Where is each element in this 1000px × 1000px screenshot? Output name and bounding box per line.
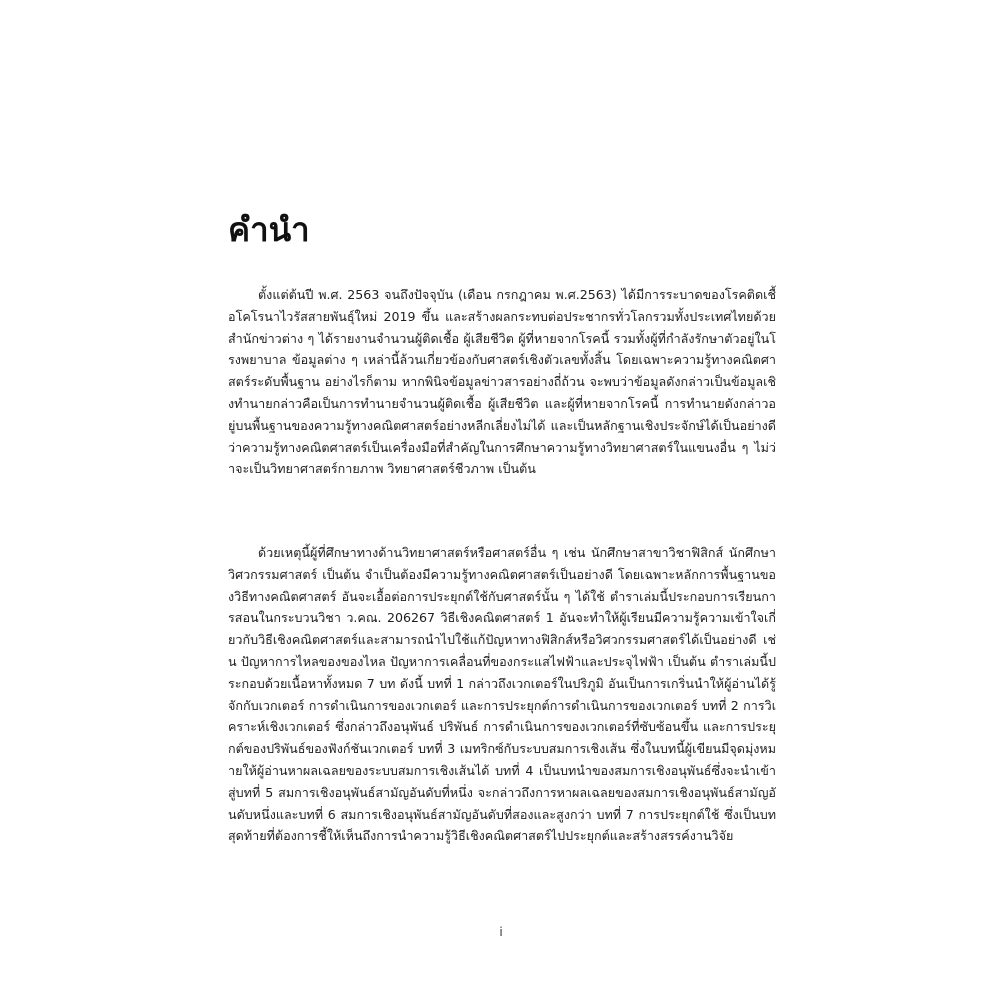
paragraph-1: ตั้งแต่ต้นปี พ.ศ. 2563 จนถึงปัจจุบัน (เดือน กรกฎาคม พ.ศ.2563) ได้มีการระบาดของโรคติดเชื้อโคโรนาไวรัสสายพันธุ์ใหม่ 2019 ขึ้น และสร้างผลกระทบต่อประชากรทั่วโลกรวมทั้งประเทศไทยด้วย สำนักข่าวต่าง ๆ ได้รายงานจำนวนผู้ติดเชื้อ ผู้เสียชีวิต ผู้ที่หายจากโรคนี้ รวมทั้งผู้ที่กำลังรักษาตัวอยู่ในโรงพยาบาล ข้อมูลต่าง ๆ เหล่านี้ล้วนเกี่ยวข้องกับศาสตร์เชิงตัวเลขทั้งสิ้น โดยเฉพาะความรู้ทางคณิตศาสตร์ระดับพื้นฐาน อย่างไรก็ตาม หากพินิจข้อมูลข่าวสารอย่างถี่ถ้วน จะพบว่าข้อมูลดังกล่าวเป็นข้อมูลเชิงทำนายกล่าวคือเป็นการทำนายจำนวนผู้ติดเชื้อ ผู้เสียชีวิต และผู้ที่หายจากโรคนี้ การทำนายดังกล่าวอยู่บนพื้นฐานของความรู้ทางคณิตศาสตร์อย่างหลีกเลี่ยงไม่ได้ และเป็นหลักฐานเชิงประจักษ์ได้เป็นอย่างดีว่าความรู้ทางคณิตศาสตร์เป็นเครื่องมือที่สำคัญในการศึกษาความรู้ทางวิทยาศาสตร์ในแขนงอื่น ๆ ไม่ว่าจะเป็นวิทยาศาสตร์กายภาพ วิทยาศาสตร์ชีวภาพ เป็นต้น [228, 287, 776, 477]
page-number: i [499, 925, 503, 939]
page-title: คำนำ [228, 210, 310, 249]
paragraph-2: ด้วยเหตุนี้ผู้ที่ศึกษาทางด้านวิทยาศาสตร์หรือศาสตร์อื่น ๆ เช่น นักศึกษาสาขาวิชาฟิสิกส์ นักศึกษาวิศวกรรมศาสตร์ เป็นต้น จำเป็นต้องมีความรู้ทางคณิตศาสตร์เป็นอย่างดี โดยเฉพาะหลักการพื้นฐานของวิธีทางคณิตศาสตร์ อันจะเอื้อต่อการประยุกต์ใช้กับศาสตร์นั้น ๆ ได้ใช้ ตำราเล่มนี้ประกอบการเรียนการสอนในกระบวนวิชา ว.คณ. 206267 วิธีเชิงคณิตศาสตร์ 1 อันจะทำให้ผู้เรียนมีความรู้ความเข้าใจเกี่ยวกับวิธีเชิงคณิตศาสตร์และสามารถนำไปใช้แก้ปัญหาทางฟิสิกส์หรือวิศวกรรมศาสตร์ได้เป็นอย่างดี เช่น ปัญหาการไหลของของไหล ปัญหาการเคลื่อนที่ของกระแสไฟฟ้าและประจุไฟฟ้า เป็นต้น ตำราเล่มนี้ประกอบด้วยเนื้อหาทั้งหมด 7 บท ดังนี้ บทที่ 1 กล่าวถึงเวกเตอร์ในปริภูมิ อันเป็นการเกริ่นนำให้ผู้อ่านได้รู้จักกับเวกเตอร์ การดำเนินการของเวกเตอร์ และการประยุกต์การดำเนินการของเวกเตอร์ บทที่ 2 การวิเคราะห์เชิงเวกเตอร์ ซึ่งกล่าวถึงอนุพันธ์ ปริพันธ์ การดำเนินการของเวกเตอร์ที่ซับซ้อนขึ้น และการประยุกต์ของปริพันธ์ของฟังก์ชันเวกเตอร์ บทที่ 3 เมทริกซ์กับระบบสมการเชิงเส้น ซึ่งในบทนี้ผู้เขียนมีจุดมุ่งหมายให้ผู้อ่านหาผลเฉลยของระบบสมการเชิงเส้นได้ บทที่ 4 เป็นบทนำของสมการเชิงอนุพันธ์ซึ่งจะนำเข้าสู่บทที่ 5 สมการเชิงอนุพันธ์สามัญอันดับที่หนึ่ง จะกล่าวถึงการหาผลเฉลยของสมการเชิงอนุพันธ์สามัญอันดับหนึ่งและบทที่ 6 สมการเชิงอนุพันธ์สามัญอันดับที่สองและสูงกว่า บทที่ 7 การประยุกต์ใช้ ซึ่งเป็นบทสุดท้ายที่ต้องการชี้ให้เห็นถึงการนำความรู้วิธีเชิงคณิตศาสตร์ไปประยุกต์และสร้างสรรค์งานวิจัย [228, 545, 776, 844]
